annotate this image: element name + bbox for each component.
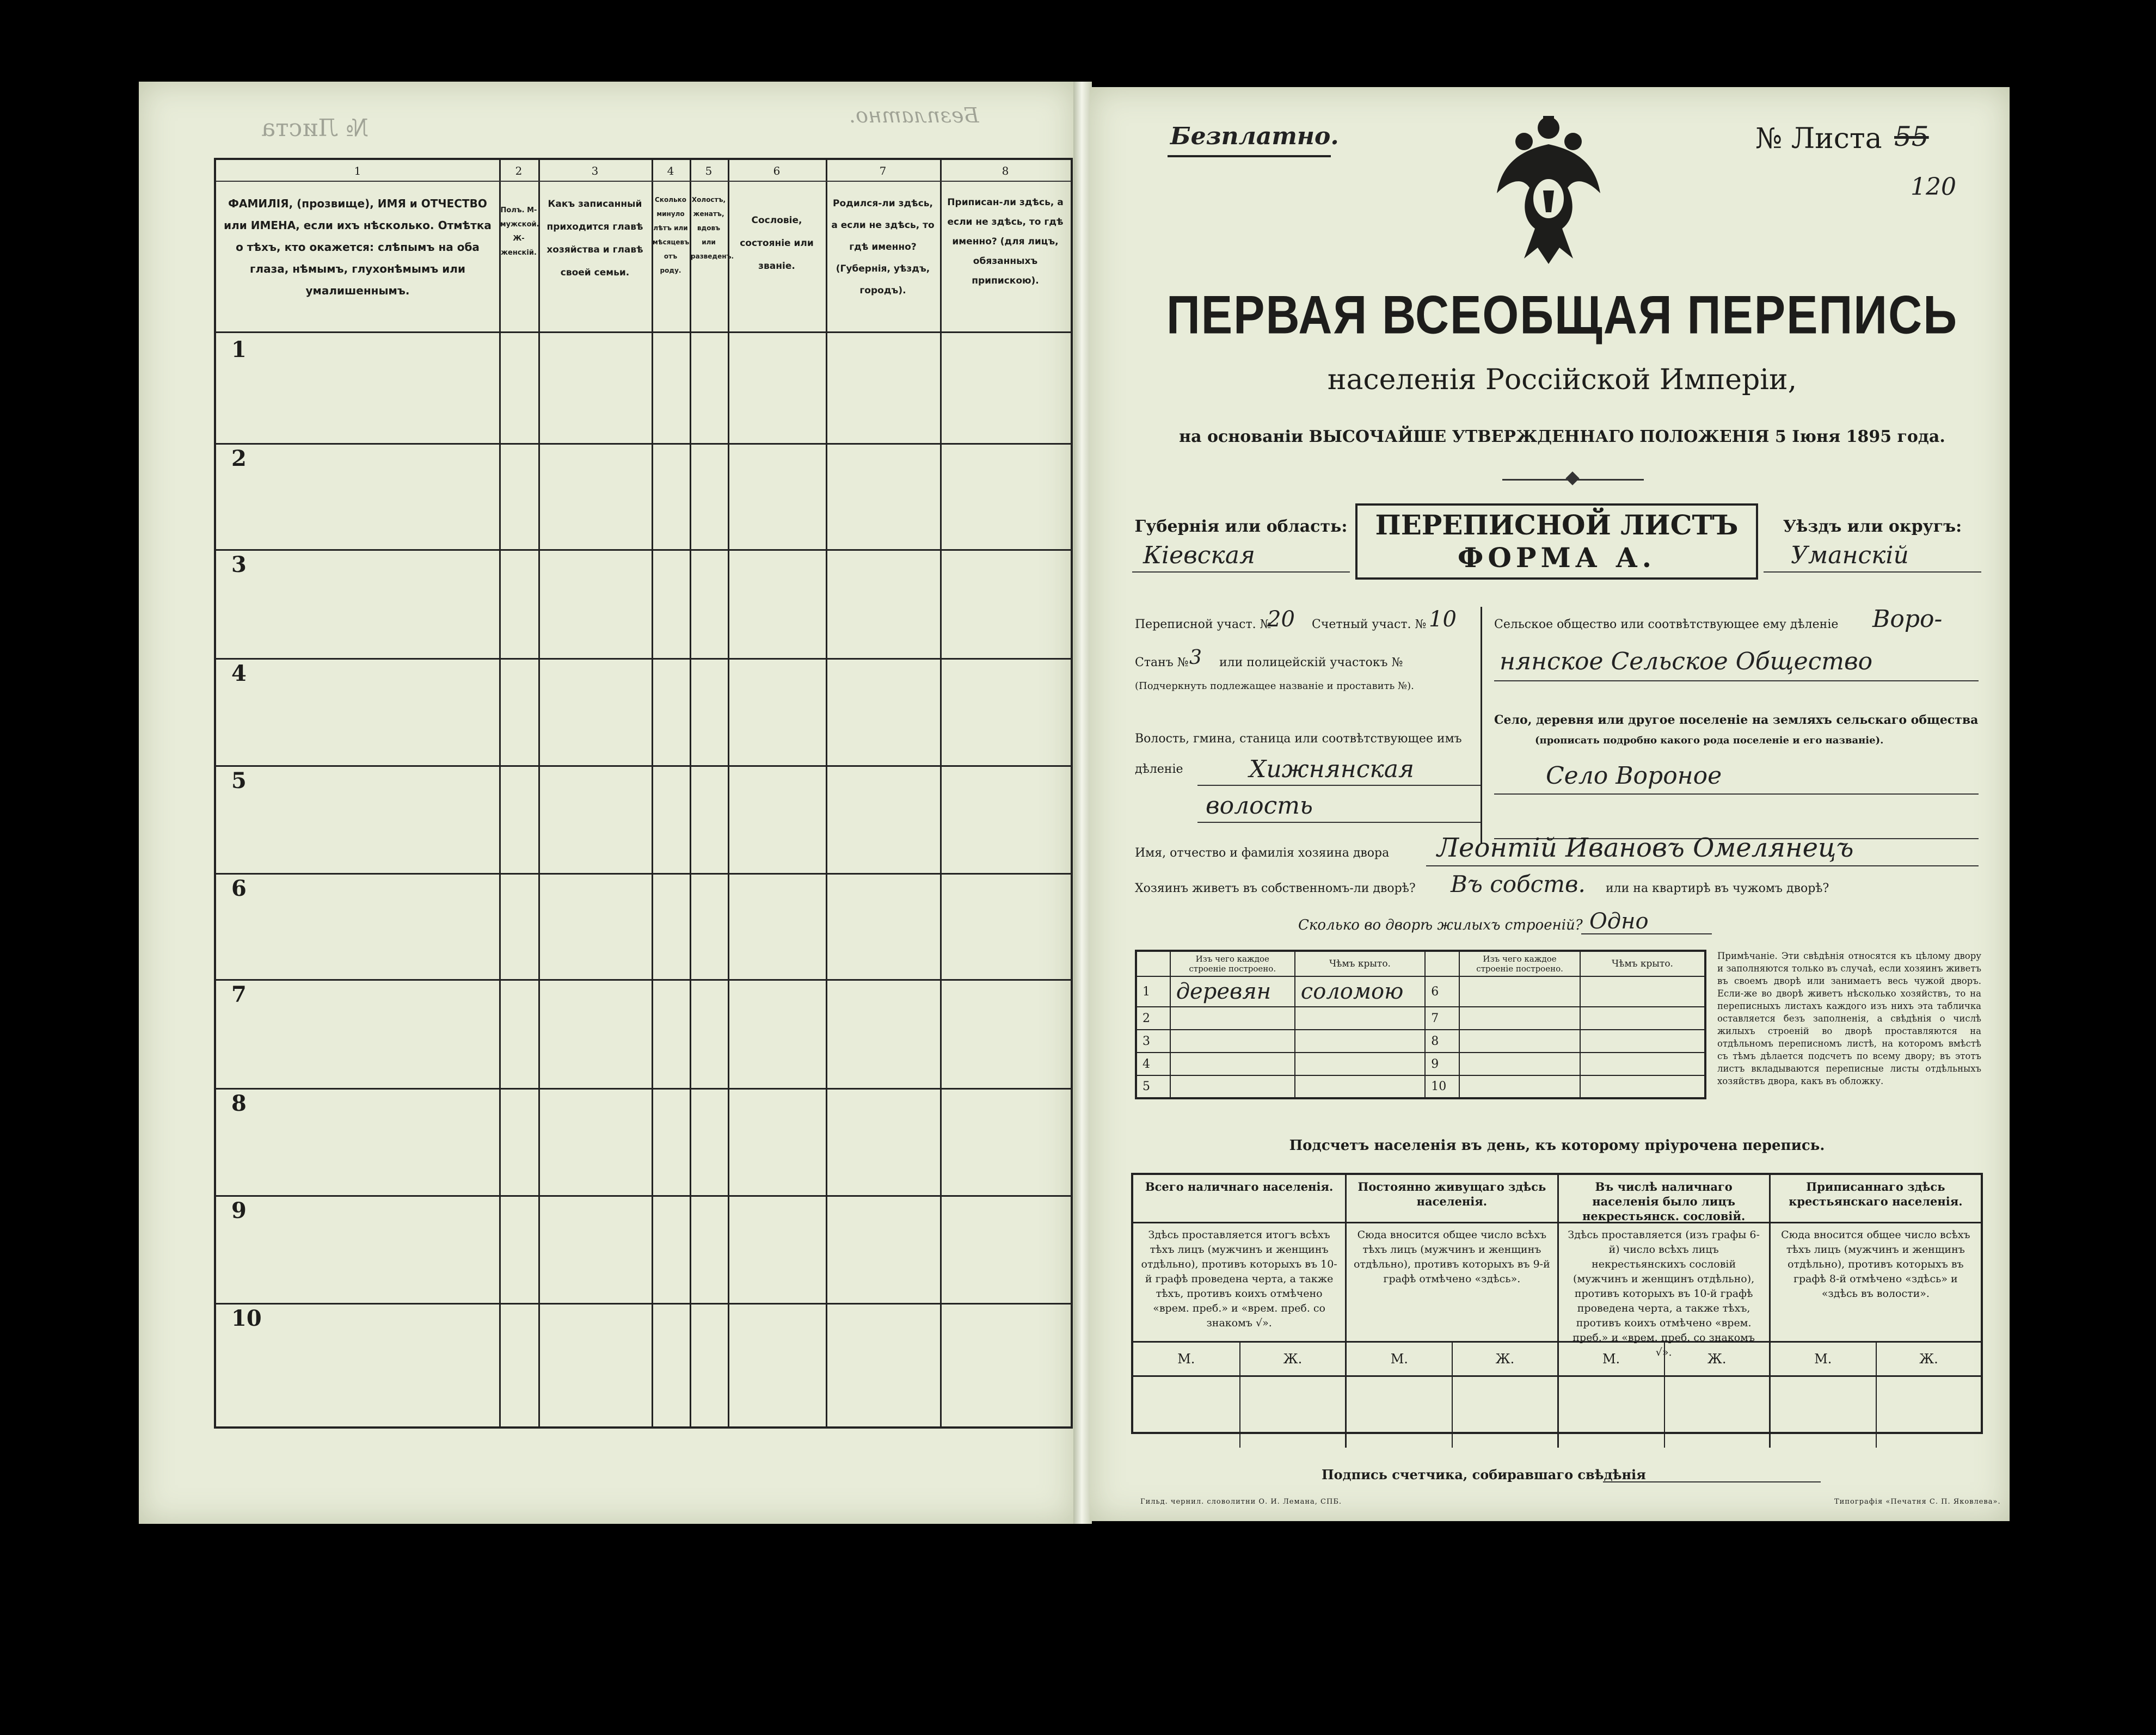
col-head-marital: Холостъ, женатъ, вдовъ или разведенъ. [691, 196, 734, 260]
row-number: 3 [231, 552, 247, 577]
volost-label: Волость, гмина, станица или соотвѣтствующее имъ дѣленіе [1135, 732, 1462, 776]
underline-note: (Подчеркнуть подлежащее названіе и проставить №). [1135, 680, 1414, 692]
printer-right: Типографія «Печатня С. П. Яковлева». [1834, 1498, 2001, 1506]
uezd-label: Уѣздъ или округъ: [1783, 517, 1962, 536]
col-num-3: 3 [591, 164, 599, 177]
col-head-birthplace: Родился-ли здѣсь, а если не здѣсь, то гдѣ именно? (Губернія, уѣздъ, городъ). [831, 198, 935, 296]
buildings-note: Примѣчаніе. Эти свѣдѣнія относятся къ цѣлому двору и заполняются только въ случаѣ, если хозяинъ живетъ въ своемъ дворѣ или занимаетъ весь чужой дворъ. Если-же во дворѣ живетъ нѣсколько хозяйствъ, то на переписныхъ листахъ каждого изъ нихъ эта табличка оставляется безъ заполненія, а свѣдѣнія о числѣ жилыхъ строеній во дворѣ проставляются на отдѣльномъ переписномъ листѣ, на которомъ вмѣстѣ съ тѣмъ дѣлается подсчетъ по всему двору; въ этотъ листъ вкладываются переписные листы отдѣльныхъ хозяйствъ двора, какъ въ обложку. [1717, 951, 1981, 1086]
building-material: деревян [1170, 976, 1295, 1007]
female-count-cell[interactable] [1664, 1377, 1769, 1448]
building-row-num: 2 [1136, 1007, 1170, 1030]
signature-line[interactable] [1603, 1481, 1821, 1482]
society-value-1: Воро- [1872, 605, 1943, 633]
sheet-number-value: 55 [1894, 121, 1929, 152]
gubernia-label: Губернія или область: [1134, 517, 1348, 536]
male-count-cell[interactable] [1559, 1377, 1664, 1448]
tally-column [1133, 1175, 1345, 1448]
col-head-registration: Приписан-ли здѣсь, а если не здѣсь, то гдѣ именно? (для лицъ, обязанныхъ припискою). [947, 197, 1064, 286]
population-tally-table [1131, 1173, 1983, 1434]
material-header: Изъ чего каждое строеніе построено. [1459, 951, 1580, 976]
tally-desc: Здѣсь проставляется итогъ всѣхъ тѣхъ лицъ (мужчинъ и женщинъ отдѣльно), противъ которыхъ въ 10-й графѣ проведена черта, а также тѣхъ, противъ коихъ отмѣчено «врем. преб.» и «врем. преб. со знакомъ √». [1133, 1223, 1345, 1343]
volost-value-1: Хижнянская [1249, 755, 1415, 783]
signature-label: Подпись счетчика, собиравшаго свѣдѣнія [1322, 1467, 1646, 1482]
household-members-table [214, 158, 1073, 1429]
buildings-table [1135, 950, 1706, 1099]
col-num-8: 8 [1002, 164, 1009, 177]
building-row-num: 1 [1136, 976, 1170, 1007]
owner-label: Имя, отчество и фамилія хозяина двора [1135, 846, 1390, 860]
count-district-label: Счетный участ. № [1312, 618, 1427, 631]
row-number: 4 [231, 661, 247, 686]
census-title: ПЕРВАЯ ВСЕОБЩАЯ ПЕРЕПИСЬ [1166, 285, 1958, 346]
building-row-num: 7 [1425, 1007, 1459, 1030]
building-row-num: 5 [1136, 1075, 1170, 1098]
col-head-estate: Сословіе, состояніе или званіе. [740, 215, 814, 272]
village-label: Село, деревня или другое поселеніе на земляхъ сельскаго общества [1494, 713, 1979, 727]
society-label: Сельское общество или соотвѣтствующее ему дѣленіе [1494, 618, 1839, 631]
row-number: 9 [231, 1198, 247, 1223]
form-title-1: ПЕРЕПИСНОЙ ЛИСТЪ [1375, 509, 1739, 541]
free-label: Безплатно. [1170, 122, 1339, 150]
col-head-age: Сколько минуло лѣтъ или мѣсяцевъ отъ роду. [653, 196, 690, 274]
apartment-label: или на квартирѣ въ чужомъ дворѣ? [1606, 882, 1829, 895]
building-row-num: 10 [1425, 1075, 1459, 1098]
col-num-2: 2 [515, 164, 523, 177]
census-district-value: 20 [1267, 607, 1295, 632]
volost-value-2: волость [1206, 792, 1313, 820]
owner-value: Леонтій Ивановъ Омелянецъ [1437, 833, 1854, 863]
col-num-1: 1 [354, 164, 361, 177]
male-count-cell[interactable] [1133, 1377, 1239, 1448]
tally-head: Приписаннаго здѣсь крестьянскаго населенія. [1771, 1175, 1981, 1223]
tally-head: Постоянно живущаго здѣсь населенія. [1347, 1175, 1557, 1223]
left-sheet-number: № Листа [261, 114, 368, 142]
female-count-cell[interactable] [1876, 1377, 1981, 1448]
tally-title: Подсчетъ населенія въ день, къ которому пріурочена перепись. [1289, 1137, 1825, 1154]
printer-left: Гильд. чернил. словолитни О. И. Лемана, СПБ. [1140, 1498, 1342, 1506]
sheet-number-label: № Листа [1755, 122, 1882, 155]
count-district-value: 10 [1429, 607, 1457, 632]
own-yard-label: Хозяинъ живетъ въ собственномъ-ли дворѣ? [1135, 882, 1416, 895]
building-row-num: 8 [1425, 1030, 1459, 1053]
male-count-cell[interactable] [1771, 1377, 1876, 1448]
col-head-sex: Полъ. М-мужской. Ж-женскій. [500, 206, 539, 257]
male-label: М. [1390, 1351, 1408, 1367]
female-label: Ж. [1876, 1343, 1981, 1375]
tally-desc: Сюда вносится общее число всѣхъ тѣхъ лицъ (мужчинъ и женщинъ отдѣльно), противъ которыхъ въ 9-й графѣ отмѣчено «здѣсь». [1347, 1223, 1557, 1343]
tally-column [1769, 1175, 1981, 1448]
building-row-num: 6 [1425, 976, 1459, 1007]
uezd-value: Уманскій [1791, 542, 1909, 569]
row-number: 1 [231, 337, 247, 362]
census-district-label: Переписной участ. № [1135, 618, 1272, 631]
male-label: М. [1602, 1351, 1620, 1367]
gubernia-value: Кіевская [1143, 542, 1256, 569]
col-num-4: 4 [667, 164, 674, 177]
col-head-relation: Какъ записанный приходится главѣ хозяйства и главѣ своей семьи. [546, 199, 643, 278]
village-note: (прописать подробно какого рода поселеніе и его названіе). [1535, 735, 1884, 746]
row-number: 7 [231, 982, 247, 1007]
tally-column [1345, 1175, 1557, 1448]
male-label: М. [1177, 1351, 1195, 1367]
form-title-2: ФОРМА А. [1457, 542, 1656, 574]
info-divider [1481, 607, 1482, 844]
tally-head: Въ числѣ наличнаго населенія было лицъ некрестьянск. сословій. [1559, 1175, 1769, 1223]
male-count-cell[interactable] [1347, 1377, 1452, 1448]
buildings-value: Одно [1589, 909, 1649, 934]
material-header: Изъ чего каждое строеніе построено. [1170, 951, 1295, 976]
male-label: М. [1814, 1351, 1832, 1367]
row-number: 6 [231, 876, 247, 901]
imperial-eagle-emblem [1491, 112, 1606, 267]
tally-desc: Сюда вносится общее число всѣхъ тѣхъ лицъ (мужчинъ и женщинъ отдѣльно), противъ которыхъ въ графѣ 8-й отмѣчено «здѣсь» и «здѣсь въ волости». [1771, 1223, 1981, 1343]
female-count-cell[interactable] [1239, 1377, 1346, 1448]
census-subtitle: населенія Россійской Имперіи, [1327, 364, 1797, 396]
police-label: или полицейскій участокъ № [1219, 656, 1403, 669]
roof-header: Чѣмъ крыто. [1295, 951, 1425, 976]
book-spine [1073, 82, 1092, 1524]
building-roof: соломою [1295, 976, 1425, 1007]
village-value: Село Вороное [1546, 762, 1722, 790]
building-row-num: 3 [1136, 1030, 1170, 1053]
building-row-num: 9 [1425, 1053, 1459, 1075]
col-head-name: ФАМИЛІЯ, (прозвище), ИМЯ и ОТЧЕСТВО или ИМЕНА, если ихъ нѣсколько. Отмѣтка о тѣхъ, кто окажется: слѣпымъ на оба глаза, нѣмымъ, глухонѣмымъ или умалишеннымъ. [224, 197, 492, 297]
col-num-6: 6 [773, 164, 781, 177]
own-yard-value: Въ собств. [1451, 871, 1586, 897]
roof-header: Чѣмъ крыто. [1580, 951, 1705, 976]
row-number: 5 [231, 768, 247, 793]
row-number: 10 [231, 1306, 262, 1331]
stan-value: 3 [1189, 647, 1202, 669]
tally-desc: Здѣсь проставляется (изъ графы 6-й) число всѣхъ лицъ некрестьянскихъ сословій (мужчинъ и женщинъ отдѣльно), противъ которыхъ въ 10-й графѣ проведена черта, а также тѣхъ, противъ коихъ отмѣчено «врем. преб.» и «врем. преб. со знакомъ √». [1559, 1223, 1769, 1343]
building-row-num: 4 [1136, 1053, 1170, 1075]
buildings-label: Сколько во дворѣ жилыхъ строеній? [1298, 917, 1583, 933]
female-label: Ж. [1452, 1343, 1557, 1375]
society-value-2: нянское Сельское Общество [1500, 648, 1873, 675]
col-num-5: 5 [705, 164, 712, 177]
tally-column [1557, 1175, 1769, 1448]
row-number: 2 [231, 446, 247, 471]
census-basis: на основаніи ВЫСОЧАЙШЕ УТВЕРЖДЕННАГО ПОЛОЖЕНІЯ 5 Іюня 1895 года. [1179, 427, 1945, 446]
tally-head: Всего наличнаго населенія. [1133, 1175, 1345, 1223]
sheet-number-corrected: 120 [1911, 173, 1956, 201]
stan-label: Станъ № [1135, 656, 1189, 669]
left-header-free: Безплатно. [849, 103, 979, 127]
female-label: Ж. [1239, 1343, 1346, 1375]
col-num-7: 7 [879, 164, 887, 177]
row-number: 8 [231, 1091, 247, 1116]
female-label: Ж. [1664, 1343, 1769, 1375]
female-count-cell[interactable] [1452, 1377, 1557, 1448]
